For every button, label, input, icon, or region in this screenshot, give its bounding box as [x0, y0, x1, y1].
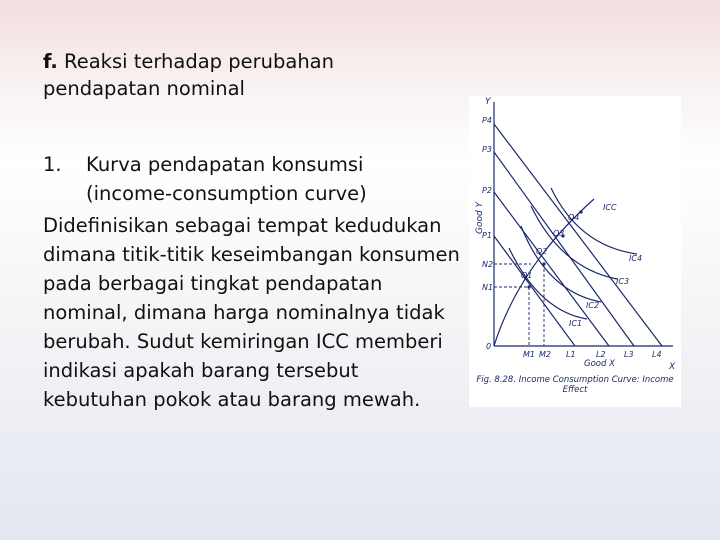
icc-figure — [469, 96, 681, 407]
indifference-curve-4 — [551, 188, 637, 254]
curve-label-ic1: IC1 — [569, 319, 583, 328]
curve-label-ic4: IC4 — [629, 254, 643, 263]
point-label-q3: Q3 — [553, 229, 565, 238]
curve-label-ic3: IC3 — [616, 277, 630, 286]
y-tick-n1: N1 — [482, 283, 494, 292]
icc-diagram — [469, 96, 681, 407]
x-tick-m2: M2 — [539, 350, 551, 359]
point-label-q4: Q4 — [568, 213, 580, 222]
x-tick-l3: L3 — [624, 350, 634, 359]
budget-line-2 — [494, 192, 609, 346]
origin-label: 0 — [486, 342, 492, 351]
point-label-q1: Q1 — [521, 271, 533, 280]
icc-label: ICC — [603, 203, 617, 212]
y-tick-p2: P2 — [482, 186, 492, 195]
y-axis-label: Good Y — [475, 201, 485, 234]
x-letter: X — [669, 362, 676, 372]
y-letter: Y — [485, 97, 491, 107]
budget-line-3 — [494, 152, 634, 346]
point-q1 — [527, 285, 530, 288]
heading-prefix: f. — [43, 50, 58, 73]
point-label-q2: Q2 — [536, 247, 548, 256]
curve-label-ic2: IC2 — [586, 301, 600, 310]
x-axis-label: Good X — [584, 359, 615, 369]
figure-caption: Fig. 8.28. Income Consumption Curve: Income Effect — [476, 375, 674, 395]
x-tick-l1: L1 — [566, 350, 576, 359]
body-paragraph: Didefinisikan sebagai tempat kedudukan dimana titik-titik keseimbangan konsumen pada berbagai tingkat pendapatan nominal, dimana harga nominalnya tidak berubah. Sudut kemiringan ICC memberi indikasi apakah barang tersebut kebutuhan pokok atau barang mewah. — [43, 214, 460, 411]
y-tick-n2: N2 — [482, 260, 494, 269]
point-q4 — [579, 210, 582, 213]
slide-heading — [43, 48, 443, 102]
heading-text: Reaksi terhadap perubahan pendapatan nominal — [43, 50, 334, 100]
y-tick-p1: P1 — [482, 231, 492, 240]
x-tick-l2: L2 — [596, 350, 606, 359]
list-item — [43, 150, 453, 208]
list-number: 1. — [43, 153, 62, 176]
list-line-1: Kurva pendapatan konsumsi — [86, 153, 364, 176]
list-line-2: (income-consumption curve) — [86, 182, 367, 205]
y-tick-p3: P3 — [482, 145, 492, 154]
budget-line-4 — [494, 124, 662, 346]
y-tick-p4: P4 — [482, 116, 492, 125]
x-tick-l4: L4 — [652, 350, 662, 359]
x-tick-m1: M1 — [523, 350, 535, 359]
point-q2 — [542, 262, 545, 265]
